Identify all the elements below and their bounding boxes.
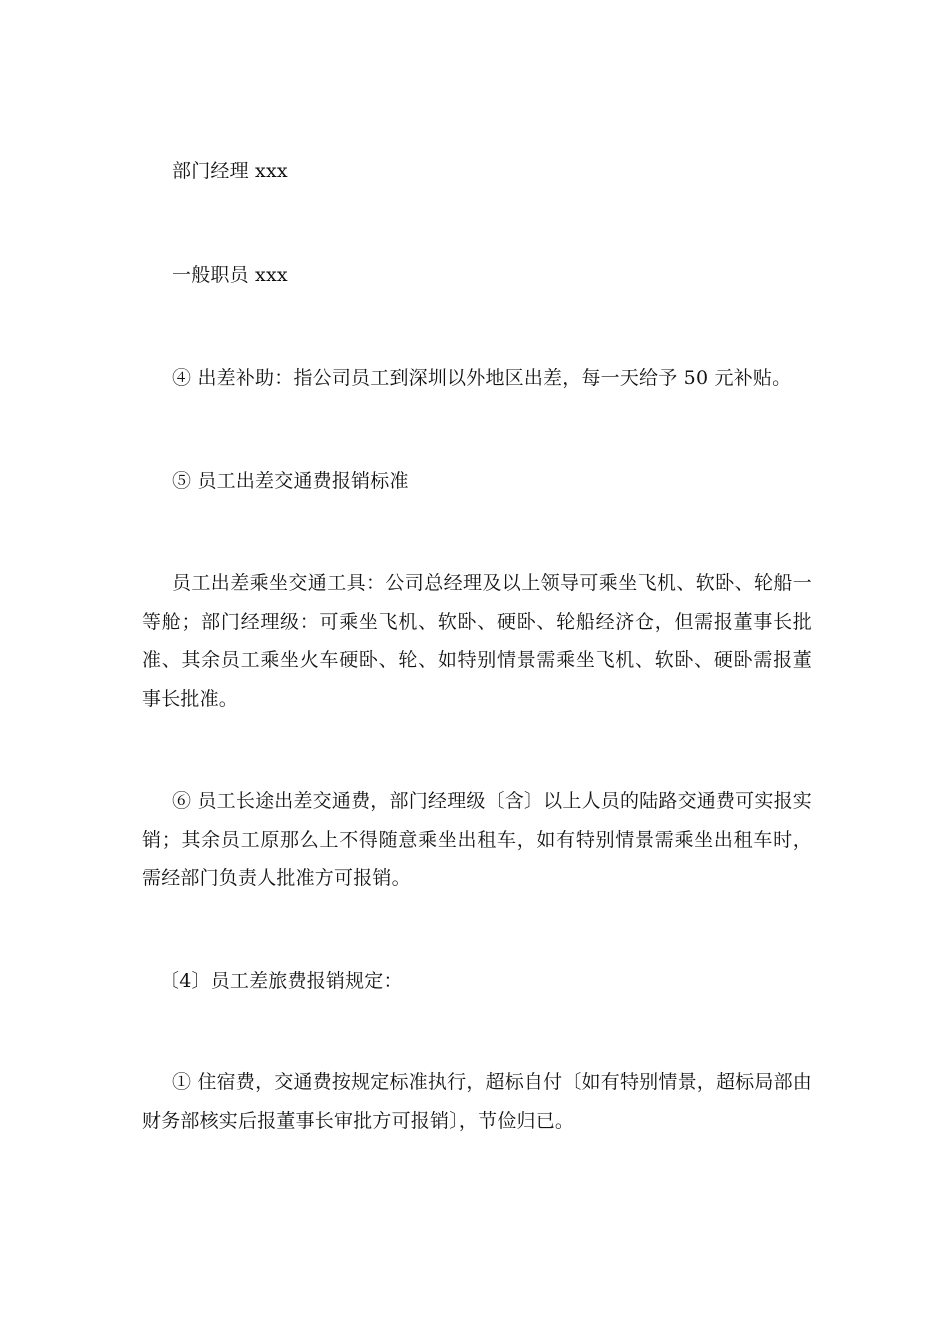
- travel-expense-rules-heading: 〔4〕员工差旅费报销规定：: [160, 970, 403, 992]
- transport-reimbursement-heading: ⑤ 员工出差交通费报销标准: [172, 470, 409, 492]
- general-staff-line: 一般职员 xxx: [172, 264, 288, 286]
- transport-tools-paragraph: 员工出差乘坐交通工具：公司总经理及以上领导可乘坐飞机、软卧、轮船一等舱；部门经理级：可乘坐飞机、软卧、硬卧、轮船经济仓，但需报董事长批准、其余员工乘坐火车硬卧、轮、如特别情景需乘坐飞机、软卧、硬卧需报董事长批准。: [142, 572, 812, 710]
- dept-manager-line: 部门经理 xxx: [172, 160, 288, 182]
- accommodation-paragraph: ① 住宿费，交通费按规定标准执行，超标自付〔如有特别情景，超标局部由财务部核实后报董事长审批方可报销〕，节俭归已。: [142, 1071, 812, 1132]
- long-distance-transport-paragraph: ⑥ 员工长途出差交通费，部门经理级〔含〕以上人员的陆路交通费可实报实销；其余员工原那么上不得随意乘坐出租车，如有特别情景需乘坐出租车时，需经部门负责人批准方可报销。: [142, 790, 812, 889]
- travel-subsidy-item: ④ 出差补助：指公司员工到深圳以外地区出差，每一天给予 50 元补贴。: [172, 367, 792, 389]
